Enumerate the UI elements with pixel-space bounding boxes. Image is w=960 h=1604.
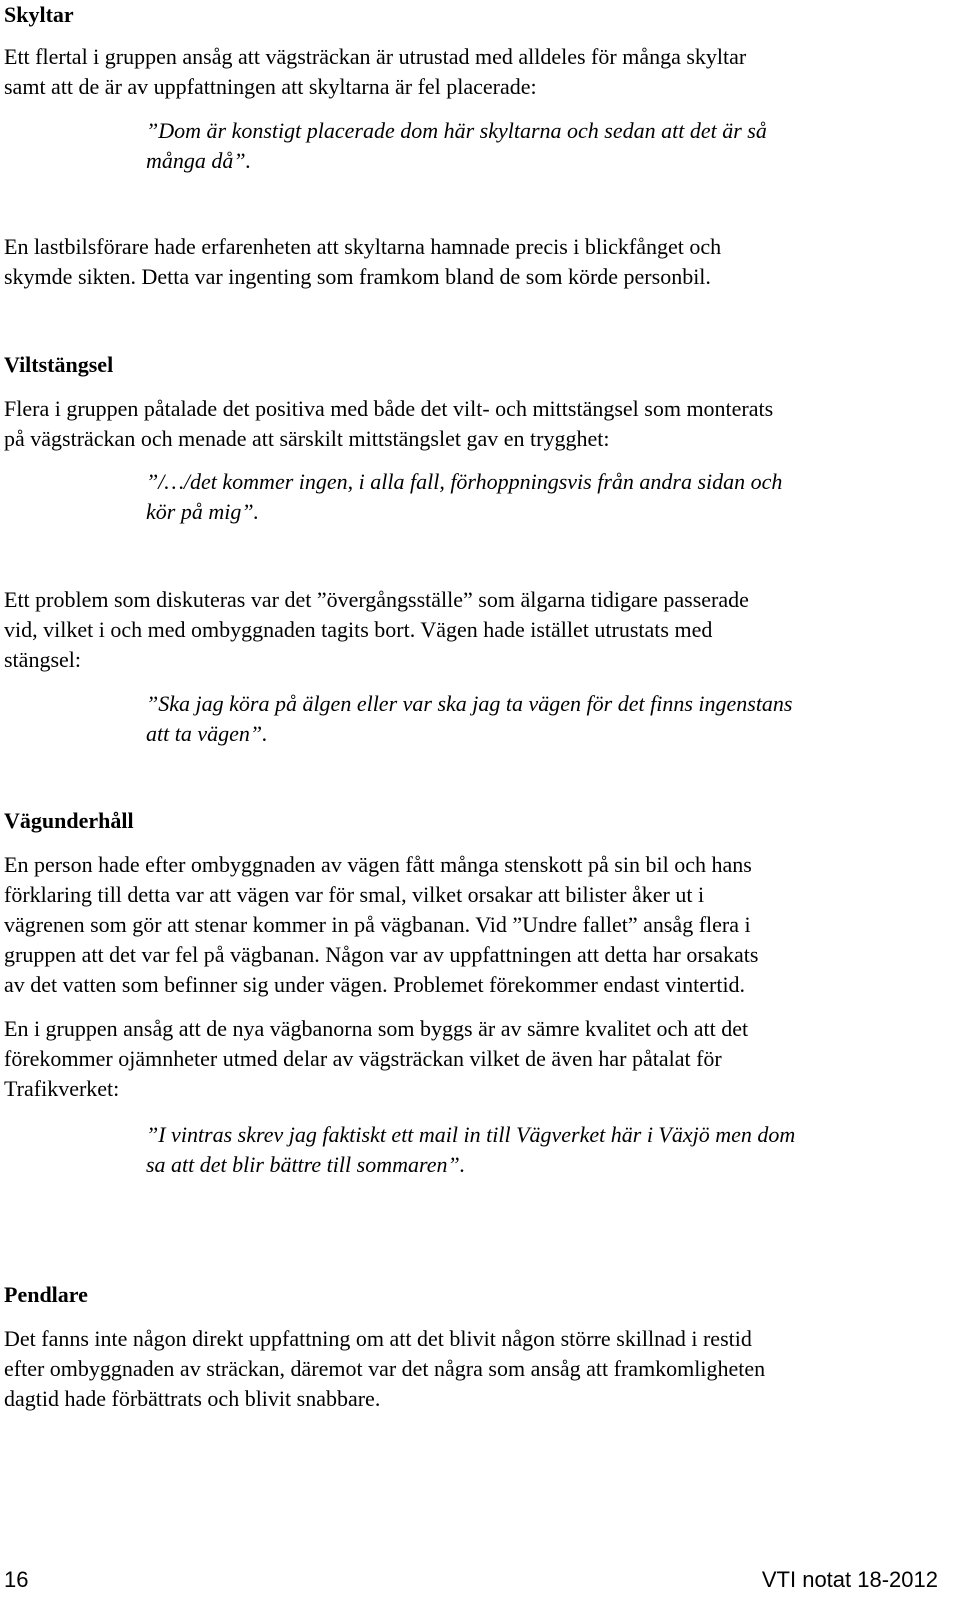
paragraph: En lastbilsförare hade erfarenheten att skyltarna hamnade precis i blickfånget och skymde sikten. Detta var ingenting som framkom bland de som körde personbil. [4, 234, 722, 289]
paragraph: En person hade efter ombyggnaden av vägen fått många stenskott på sin bil och hans förklaring till detta var att vägen var för smal, vilket orsakar att bilister åker ut i vägrenen som gör att stenar kommer in på vägbanan. Vid ”Undre fallet” ansåg flera i gruppen att det var fel på vägbanan. Någon var av uppfattningen att detta har orsakats av det vatten som befinner sig under vägen. Problemet förekommer endast vintertid. [4, 852, 759, 997]
paragraph: Ett problem som diskuteras var det ”övergångsställe” som älgarna tidigare passerade vid, vilket i och med ombyggnaden tagits bort. Vägen hade istället utrustats med stängsel: [4, 587, 749, 672]
quote: ”Dom är konstigt placerade dom här skyltarna och sedan att det är så många då”. [146, 118, 767, 173]
report-id: VTI notat 18-2012 [761, 1567, 938, 1592]
paragraph: Ett flertal i gruppen ansåg att vägsträckan är utrustad med alldeles för många skyltar samt att de är av uppfattningen att skyltarna är fel placerade: [4, 44, 747, 99]
section-heading-viltstangsel: Viltstängsel [4, 352, 114, 377]
paragraph: Det fanns inte någon direkt uppfattning om att det blivit någon större skillnad i restid efter ombyggnaden av sträckan, däremot var det några som ansåg att framkomligheten dagtid hade förbättrats och blivit snabbare. [4, 1326, 766, 1411]
section-heading-vagunderhall: Vägunderhåll [4, 808, 134, 833]
paragraph: En i gruppen ansåg att de nya vägbanorna som byggs är av sämre kvalitet och att det förekommer ojämnheter utmed delar av vägsträckan vilket de även har påtalat för Trafikverket: [4, 1016, 749, 1101]
quote: ”Ska jag köra på älgen eller var ska jag ta vägen för det finns ingenstans att ta vägen”. [146, 691, 793, 746]
section-heading-pendlare: Pendlare [4, 1282, 88, 1307]
quote: ”I vintras skrev jag faktiskt ett mail in till Vägverket här i Växjö men dom sa att det blir bättre till sommaren”. [146, 1122, 796, 1177]
paragraph: Flera i gruppen påtalade det positiva med både det vilt- och mittstängsel som monterats på vägsträckan och menade att särskilt mittstängslet gav en trygghet: [4, 396, 774, 451]
page-number: 16 [4, 1567, 29, 1592]
quote: ”/…/det kommer ingen, i alla fall, förhoppningsvis från andra sidan och kör på mig”. [146, 469, 783, 524]
section-heading-skyltar: Skyltar [4, 2, 74, 27]
